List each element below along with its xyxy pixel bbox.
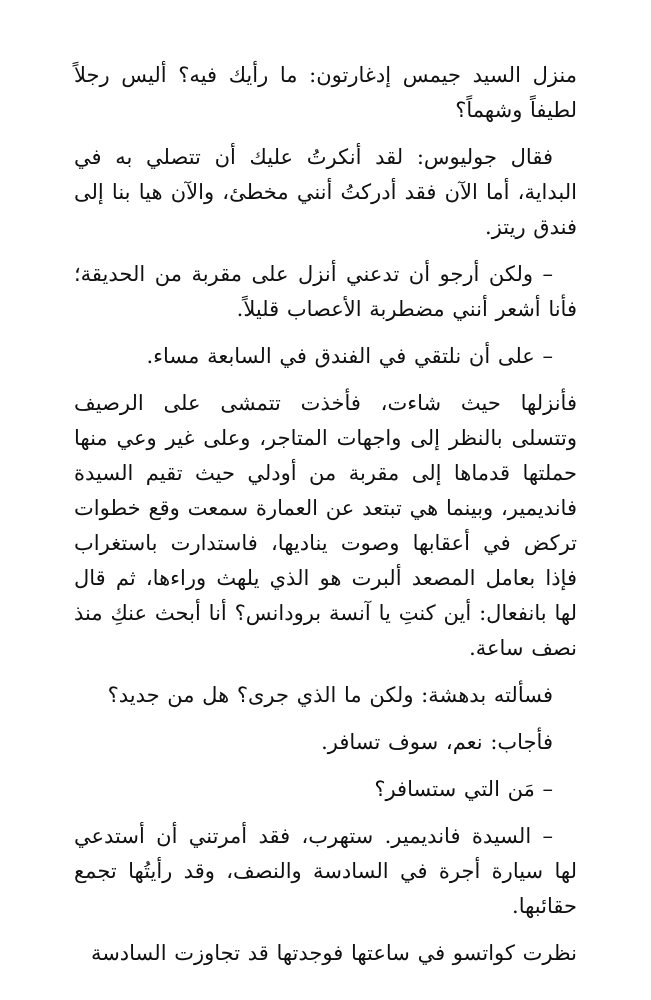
paragraph-6: فسألته بدهشة: ولكن ما الذي جرى؟ هل من جديد؟ [107, 683, 553, 707]
paragraph-7: فأجاب: نعم، سوف تسافر. [321, 730, 553, 754]
paragraph-10: نظرت كواتسو في ساعتها فوجدتها قد تجاوزت السادسة [90, 941, 577, 965]
paragraph-2: فقال جوليوس: لقد أنكرتُ عليك أن تتصلي به في البداية، أما الآن فقد أدركتُ أنني مخطئ، والآن هيا بنا إلى فندق ريتز. [74, 145, 577, 239]
paragraph-3: – ولكن أرجو أن تدعني أنزل على مقربة من الحديقة؛ فأنا أشعر أنني مضطربة الأعصاب قليلاً. [74, 262, 577, 321]
paragraph-9: – السيدة فانديمير. ستهرب، فقد أمرتني أن أستدعي لها سيارة أجرة في السادسة والنصف، وقد رأيتُها تجمع حقائبها. [74, 824, 577, 918]
paragraph-4: – على أن نلتقي في الفندق في السابعة مساء. [146, 344, 553, 368]
page-text [74, 58, 577, 983]
paragraph-1: منزل السيد جيمس إدغارتون: ما رأيك فيه؟ أليس رجلاً لطيفاً وشهماً؟ [74, 63, 577, 122]
paragraph-5: فأنزلها حيث شاءت، فأخذت تتمشى على الرصيف وتتسلى بالنظر إلى واجهات المتاجر، وعلى غير وعي منها حملتها قدماها إلى مقربة من أودلي حيث تقيم السيدة فانديمير، وبينما هي تبتعد عن العمارة سمعت وقع خطوات تركض في أعقابها وصوت يناديها، فاستدارت باستغراب فإذا بعامل المصعد ألبرت هو الذي يلهث وراءها، ثم قال لها بانفعال: أين كنتِ يا آنسة برودانس؟ أنا أبحث عنكِ منذ نصف ساعة. [74, 391, 577, 660]
paragraph-8: – مَن التي ستسافر؟ [374, 777, 553, 801]
